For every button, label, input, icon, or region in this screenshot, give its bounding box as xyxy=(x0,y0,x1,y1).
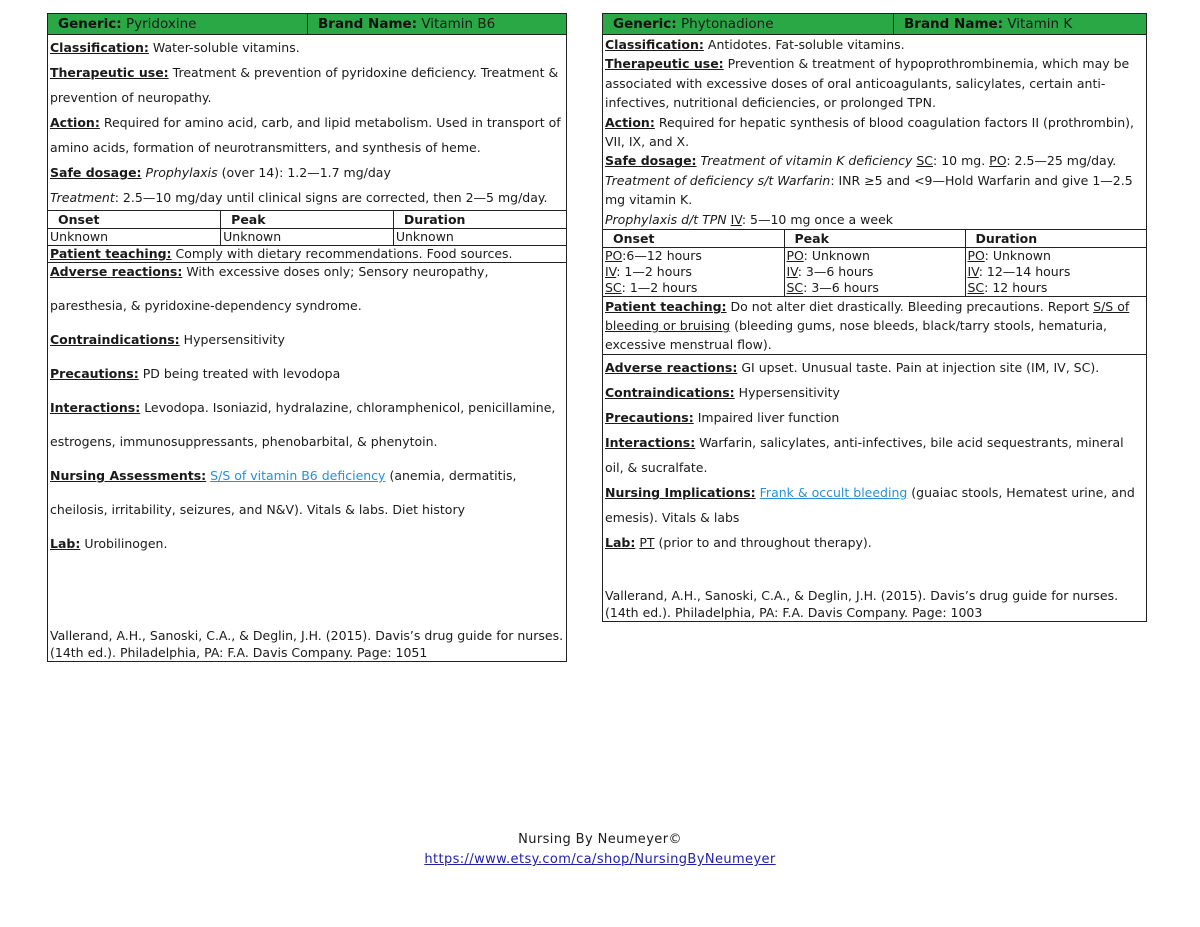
lower-section xyxy=(48,255,566,561)
footer-link-wrap xyxy=(0,852,1200,867)
citation: Vallerand, A.H., Sanoski, C.A., & Deglin, J.H. (2015). Davis’s drug guide for nurses. (14th ed.). Philadelphia, PA: F.A. Davis Company. Page: 1003 xyxy=(605,588,1119,620)
nursing-implications: Nursing Implications: Frank & occult bleeding (guaiac stools, Hematest urine, and emesis). Vitals & labs xyxy=(605,485,1135,526)
card-header xyxy=(48,14,566,35)
treatment-dosage: Treatment: 2.5—10 mg/day until clinical signs are corrected, then 2—5 mg/day. xyxy=(50,190,548,205)
lab: Lab: Urobilinogen. xyxy=(50,536,168,551)
action: Action: Required for amino acid, carb, and lipid metabolism. Used in transport of amino acids, formation of neurotransmitters, and synthesis of heme. xyxy=(50,115,561,155)
contraindications: Contraindications: Hypersensitivity xyxy=(605,385,840,401)
onset-header: Onset xyxy=(603,230,784,248)
deficiency-link[interactable]: S/S of vitamin B6 deficiency xyxy=(210,468,386,483)
citation: Vallerand, A.H., Sanoski, C.A., & Deglin, J.H. (2015). Davis’s drug guide for nurses. (14th ed.). Philadelphia, PA: F.A. Davis Company. Page: 1051 xyxy=(50,628,564,660)
interactions: Interactions: Levodopa. Isoniazid, hydralazine, chloramphenicol, penicillamine, estrogens, immunosuppressants, phenobarbital, & phenytoin. xyxy=(50,400,556,449)
lower-section xyxy=(603,355,1146,555)
etsy-shop-link[interactable]: https://www.etsy.com/ca/shop/NursingByNeumeyer xyxy=(424,852,776,867)
table-row: IV: 1—2 hours IV: 3—6 hours IV: 12—14 hours xyxy=(603,264,1146,280)
generic-cell xyxy=(603,14,893,34)
table-row: Unknown Unknown Unknown xyxy=(48,229,566,246)
generic-label: Generic: xyxy=(58,16,122,32)
nursing-assessments: Nursing Assessments: S/S of vitamin B6 deficiency (anemia, dermatitis, cheilosis, irritability, seizures, and N&V). Vitals & labs. Diet history xyxy=(50,468,517,517)
duration-header: Duration xyxy=(393,211,566,229)
adverse-reactions: Adverse reactions: GI upset. Unusual taste. Pain at injection site (IM, IV, SC). xyxy=(605,360,1100,376)
generic-label: Generic: xyxy=(613,16,677,32)
onset-peak-duration-table xyxy=(48,210,566,246)
generic-cell xyxy=(48,14,307,34)
upper-section xyxy=(48,35,566,210)
table-row: PO:6—12 hours PO: Unknown PO: Unknown xyxy=(603,248,1146,265)
precautions: Precautions: PD being treated with levodopa xyxy=(50,366,341,381)
onset-header: Onset xyxy=(48,211,221,229)
duration-header: Duration xyxy=(965,230,1146,248)
patient-teaching: Patient teaching: Comply with dietary recommendations. Food sources. xyxy=(48,246,566,263)
patient-teaching: Patient teaching: Do not alter diet drastically. Bleeding precautions. Report S/S of bleeding or bruising (bleeding gums, nose bleeds, black/tarry stools, hematuria, excessive menstrual flow). xyxy=(603,297,1146,355)
drug-card-vitamin-b6 xyxy=(47,13,567,662)
peak-header: Peak xyxy=(784,230,965,248)
bleeding-signs-link[interactable]: Frank & occult bleeding xyxy=(759,485,908,501)
generic-name: Phytonadione xyxy=(681,16,774,32)
brand-cell xyxy=(893,14,1146,34)
drug-card-vitamin-k xyxy=(602,13,1147,622)
warfarin-dosage: Treatment of deficiency s/t Warfarin: INR ≥5 and <9—Hold Warfarin and give 1—2.5 mg vitamin K. xyxy=(605,172,1133,208)
classification: Classification: Water-soluble vitamins. xyxy=(50,40,300,55)
lab: Lab: PT (prior to and throughout therapy). xyxy=(605,535,872,551)
safe-dosage: Safe dosage: Treatment of vitamin K deficiency SC: 10 mg. PO: 2.5—25 mg/day. xyxy=(605,153,1117,169)
generic-name: Pyridoxine xyxy=(126,16,197,32)
classification: Classification: Antidotes. Fat-soluble vitamins. xyxy=(605,37,905,52)
brand-name: Vitamin B6 xyxy=(421,16,496,32)
table-row: SC: 1—2 hours SC: 3—6 hours SC: 12 hours xyxy=(603,280,1146,297)
peak-header: Peak xyxy=(221,211,394,229)
brand-label: Brand Name: xyxy=(318,16,418,32)
therapeutic-use: Therapeutic use: Treatment & prevention of pyridoxine deficiency. Treatment & prevention of neuropathy. xyxy=(50,65,559,105)
bleeding-link: S/S of bleeding or bruising xyxy=(605,299,1130,334)
tpn-dosage: Prophylaxis d/t TPN IV: 5—10 mg once a week xyxy=(605,211,894,227)
brand-label: Brand Name: xyxy=(904,16,1004,32)
upper-section xyxy=(603,35,1146,229)
therapeutic-use: Therapeutic use: Prevention & treatment of hypoprothrombinemia, which may be associated with excessive doses of oral anticoagulants, salicylates, certain anti-infectives, nutritional deficiencies, or prolonged TPN. xyxy=(605,56,1130,111)
safe-dosage: Safe dosage: Prophylaxis (over 14): 1.2—1.7 mg/day xyxy=(50,165,391,180)
brand-name: Vitamin K xyxy=(1007,16,1073,32)
footer-credit: Nursing By Neumeyer© xyxy=(518,832,682,847)
action: Action: Required for hepatic synthesis of blood coagulation factors II (prothrombin), VII, IX, and X. xyxy=(605,114,1135,150)
interactions: Interactions: Warfarin, salicylates, anti-infectives, bile acid sequestrants, mineral oil, & sucralfate. xyxy=(605,435,1124,476)
brand-cell xyxy=(307,14,566,34)
onset-peak-duration-table xyxy=(603,229,1146,297)
precautions: Precautions: Impaired liver function xyxy=(605,410,840,426)
contraindications: Contraindications: Hypersensitivity xyxy=(50,332,285,347)
card-header xyxy=(603,14,1146,35)
adverse-reactions: Adverse reactions: With excessive doses only; Sensory neuropathy, paresthesia, & pyridoxine-dependency syndrome. xyxy=(50,264,489,313)
